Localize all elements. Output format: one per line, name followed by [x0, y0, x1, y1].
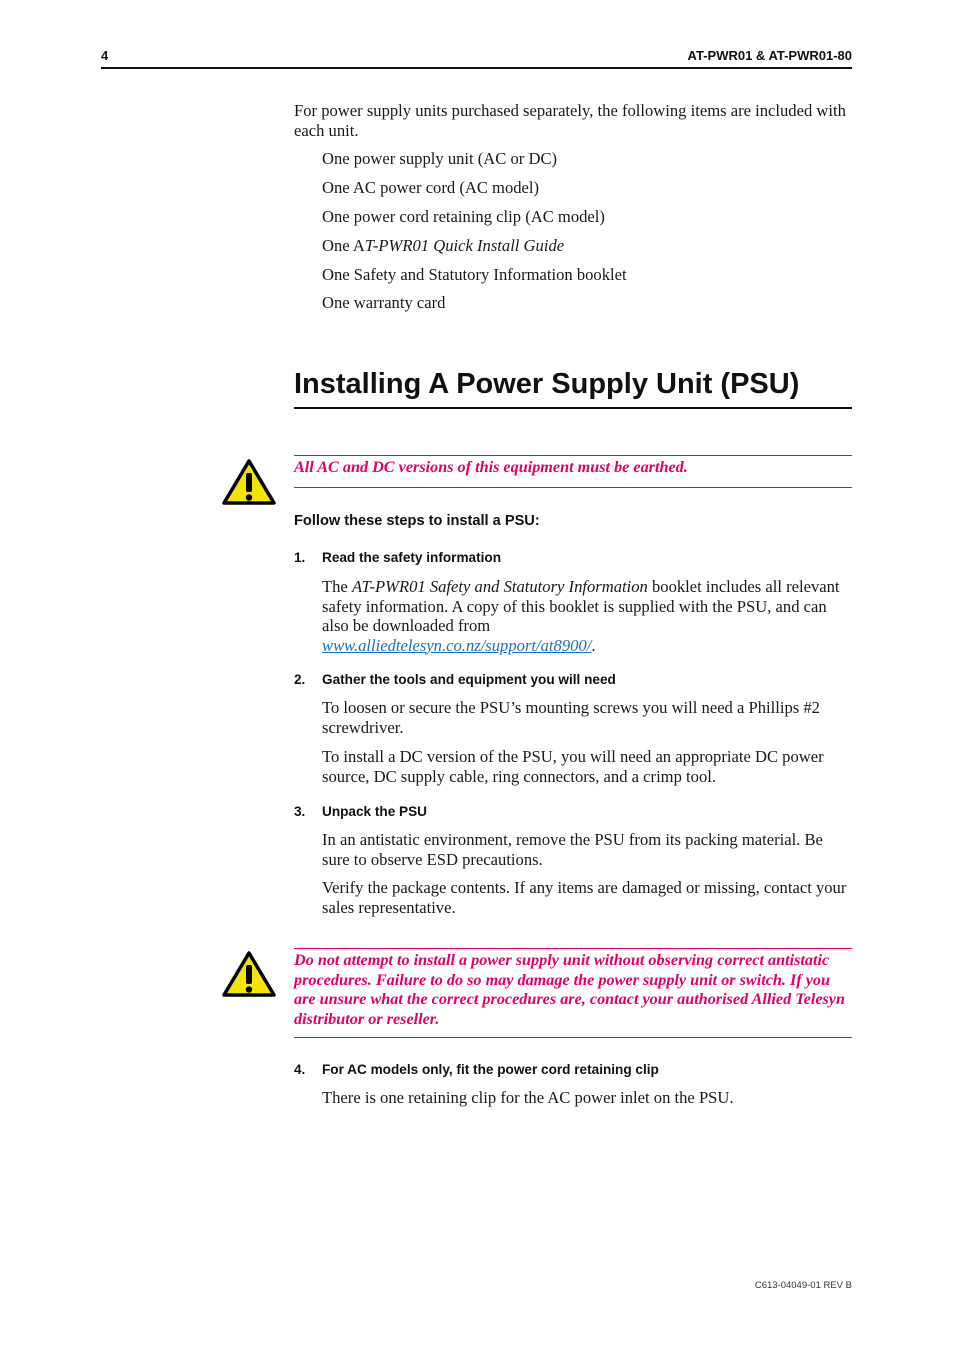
list-item: One power cord retaining clip (AC model) [322, 207, 605, 226]
text-run: booklet includes all relevant safety information. A copy of this booklet is supplied with the PSU, and can also be downloaded from [322, 577, 840, 635]
list-item: One AC power cord (AC model) [322, 178, 540, 197]
list-item: One Safety and Statutory Information booklet [322, 265, 627, 284]
warning-rule-bottom [294, 1037, 852, 1038]
warning-rule-top [294, 948, 852, 949]
step-number: 4. [294, 1062, 306, 1077]
list-item [322, 236, 564, 256]
document-title: AT-PWR01 & AT-PWR01-80 [687, 48, 852, 63]
list-item-prefix: One A [322, 236, 365, 255]
booklet-title: AT-PWR01 Safety and Statutory Information [351, 577, 648, 596]
warning-triangle-icon [222, 950, 276, 998]
step-heading: For AC models only, fit the power cord retaining clip [322, 1062, 659, 1077]
step-paragraph: To loosen or secure the PSU’s mounting screws you will need a Phillips #2 screwdriver. [322, 698, 820, 737]
document-code: C613-04049-01 REV B [754, 1280, 852, 1291]
steps-intro: Follow these steps to install a PSU: [294, 513, 540, 529]
step-number: 1. [294, 550, 306, 565]
step-number: 3. [294, 804, 306, 819]
warning-antistatic: Do not attempt to install a power supply unit without observing correct antistatic procedures. Failure to do so may damage the power supply unit or switch. If you are unsure what the correct procedures are, contact your authorised Allied Telesyn distributor or reseller. [294, 951, 845, 1028]
step-paragraph: Verify the package contents. If any items are damaged or missing, contact your sales representative. [322, 878, 847, 917]
list-item: One power supply unit (AC or DC) [322, 149, 558, 168]
step-paragraph: In an antistatic environment, remove the PSU from its packing material. Be sure to observe ESD precautions. [322, 830, 823, 869]
step-heading: Gather the tools and equipment you will need [322, 672, 616, 687]
list-item: One warranty card [322, 293, 446, 312]
step-heading: Unpack the PSU [322, 804, 427, 819]
step-number: 2. [294, 672, 306, 687]
text-run: The [322, 577, 352, 596]
step-paragraph: To install a DC version of the PSU, you will need an appropriate DC power source, DC supply cable, ring connectors, and a crimp tool. [322, 747, 824, 786]
guide-title: T-PWR01 Quick Install Guide [364, 236, 565, 255]
warning-earthed: All AC and DC versions of this equipment must be earthed. [294, 458, 688, 476]
step-heading: Read the safety information [322, 550, 502, 565]
download-link[interactable]: www.alliedtelesyn.co.nz/support/at8900/ [322, 635, 592, 655]
step-paragraph [322, 577, 854, 655]
step-paragraph: There is one retaining clip for the AC power inlet on the PSU. [322, 1088, 734, 1107]
warning-rule-bottom [294, 487, 852, 488]
page-number: 4 [101, 48, 109, 63]
warning-rule-top [294, 455, 852, 456]
warning-triangle-icon [222, 458, 276, 506]
text-run: . [591, 635, 596, 655]
section-title: Installing A Power Supply Unit (PSU) [294, 368, 800, 400]
intro-paragraph: For power supply units purchased separately, the following items are included with each unit. [294, 101, 846, 140]
section-rule [294, 407, 852, 409]
header-rule [101, 67, 852, 69]
